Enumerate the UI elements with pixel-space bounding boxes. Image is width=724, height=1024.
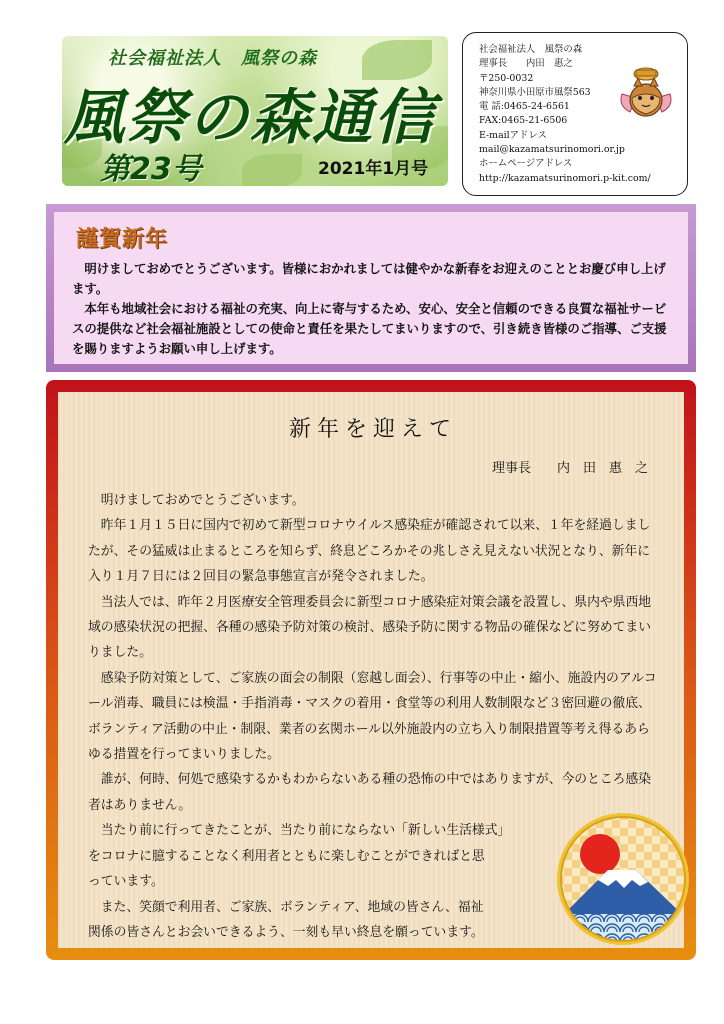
letter-author: 理事長 内 田 惠 之 (491, 461, 648, 476)
greeting-paragraph: 本年も地域社会における福祉の充実、向上に寄与するため、安心、安全と信頼のできる良質な福祉サービスの提供など社会福祉施設としての使命と責任を果たしてまいりますので、引き続き皆様のご指導、ご支援を賜りますようお願い申し上げます。 (72, 301, 667, 356)
letter-paragraph: 昨年１月１５日に国内で初めて新型コロナウイルス感染症が確認されて以来、１年を経過しましたが、その猛威は止まるところを知らず、終息どころかその兆しさえ見えない状況となり、新年に入り１月７日には２回目の緊急事態宣言が発令されました。 (88, 518, 651, 585)
contact-org: 社会福祉法人 風祭の森 (479, 44, 583, 55)
contact-email-label: E-mailアドレス (479, 129, 547, 141)
mascot-icon (616, 64, 676, 124)
masthead-banner (62, 36, 448, 186)
contact-postal: 〒250-0032 (479, 72, 534, 84)
masthead-org-name: 社会福祉法人 風祭の森 (108, 48, 317, 69)
contact-email-link[interactable]: mail@kazamatsurinomori.or.jp (479, 144, 625, 156)
letter-paragraph: 関係の皆さんとお会いできるよう、一刻も早い終息を願っています。 (88, 924, 484, 940)
letter-title: 新年を迎えて (288, 417, 457, 442)
issue-number: 第23号 (100, 152, 202, 186)
letter-paragraph: また、笑顔で利用者、ご家族、ボランティア、地域の皆さん、福祉 (100, 899, 484, 915)
contact-address: 神奈川県小田原市風祭563 (479, 86, 591, 98)
new-year-greeting-box (46, 204, 696, 372)
mount-fuji-sunrise-icon (556, 812, 690, 946)
contact-web-link[interactable]: http://kazamatsurinomori.p-kit.com/ (479, 172, 651, 184)
contact-tel: 電 話:0465-24-6561 (479, 101, 570, 113)
letter-paragraph: 誰が、何時、何処で感染するかもわからないある種の恐怖の中ではありますが、今のところ感染者はありません。 (88, 772, 652, 813)
greeting-paragraph: 明けましておめでとうございます。皆様におかれましては健やかな新春をお迎えのこととお慶び申し上げます。 (72, 261, 666, 296)
letter-paragraph: 感染予防対策として、ご家族の面会の制限（窓越し面会）、行事等の中止・縮小、施設内のアルコール消毒、職員には検温・手指消毒・マスクの着用・食堂等の利用人数制限など３密回避の徹底、ボランティア活動の中止・制限、業者の玄関ホール以外施設内の立ち入り制限措置等考え得るあらゆる措置を行ってまいりました。 (88, 670, 657, 763)
greeting-heading: 謹賀新年 (76, 227, 169, 252)
newsletter-title: 風祭の森通信 (64, 83, 436, 153)
letter-paragraph: 当法人では、昨年２月医療安全管理委員会に新型コロナ感染症対策会議を設置し、県内や県西地域の感染状況の把握、各種の感染予防対策の検討、感染予防に関する物品の確保などに努めてまいりました。 (88, 594, 652, 661)
issue-date: 2021年1月号 (318, 159, 429, 179)
letter-paragraph: をコロナに臆することなく利用者とともに楽しむことができればと思 (88, 848, 485, 864)
contact-chair: 理事長 内田 惠之 (479, 58, 573, 70)
letter-paragraph: 当たり前に行ってきたことが、当たり前にならない「新しい生活様式」 (100, 823, 511, 839)
contact-web-label: ホームページアドレス (479, 158, 573, 170)
letter-paragraph: 明けましておめでとうございます。 (100, 493, 305, 508)
letter-paragraph: っています。 (88, 874, 164, 890)
contact-fax: FAX:0465-21-6506 (479, 115, 568, 127)
